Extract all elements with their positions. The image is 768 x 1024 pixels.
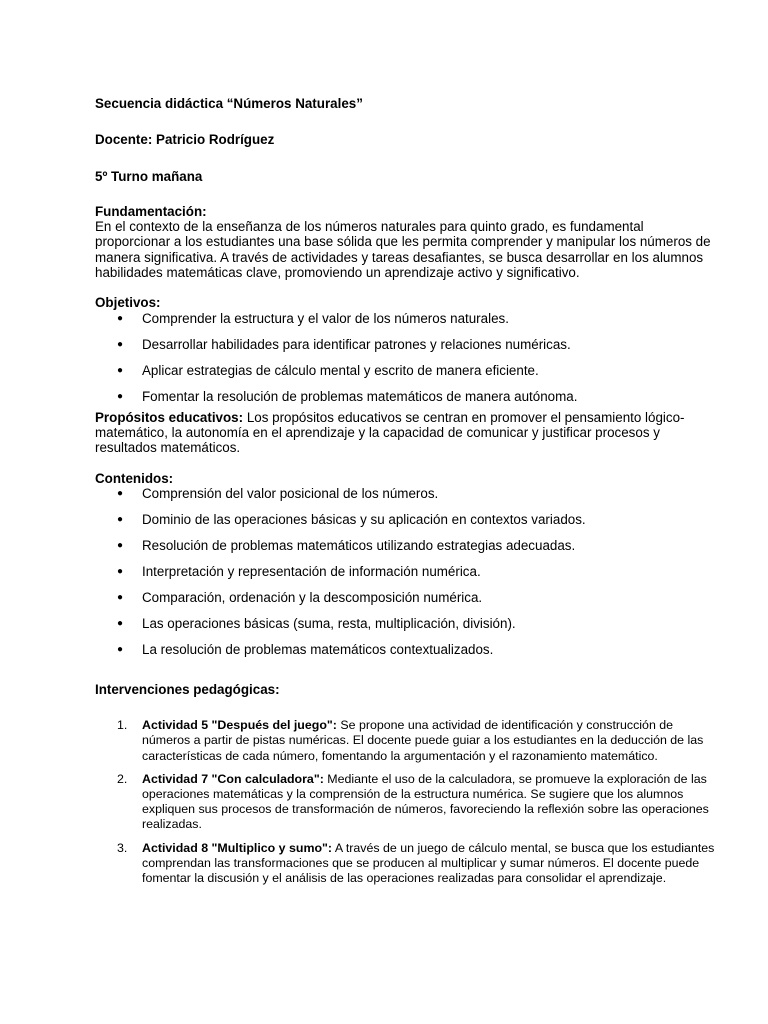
objetivos-section bbox=[95, 295, 717, 414]
list-item: ● Aplicar estrategias de cálculo mental y escrito de manera eficiente. bbox=[117, 362, 539, 378]
objetivos-title: Objetivos: bbox=[95, 295, 161, 311]
contenidos-list bbox=[95, 486, 717, 668]
bullet-icon: ● bbox=[117, 617, 124, 629]
document-page bbox=[95, 96, 717, 894]
bullet-icon: ● bbox=[117, 513, 124, 525]
activity-title: Actividad 8 "Multiplico y sumo": bbox=[142, 840, 333, 855]
propositos-title: Propósitos educativos: bbox=[95, 409, 244, 425]
activity-text: Se propone una actividad de identificación y construcción de números a partir de pistas numéricas. El docente puede guiar a los estudiantes en la deducción de las características de cada número, fomentando la argumentación y el razonamiento matemático. bbox=[142, 718, 704, 763]
bullet-icon: ● bbox=[117, 643, 124, 655]
activity-title: Actividad 5 "Después del juego": bbox=[142, 718, 337, 733]
list-item: ● Comprensión del valor posicional de los números. bbox=[117, 485, 439, 501]
list-item: ● Dominio de las operaciones básicas y su aplicación en contextos variados. bbox=[117, 511, 586, 527]
list-item: ● Resolución de problemas matemáticos utilizando estrategias adecuadas. bbox=[117, 537, 576, 553]
list-item: ● Interpretación y representación de información numérica. bbox=[117, 563, 481, 579]
objetivos-list bbox=[95, 311, 717, 415]
bullet-icon: ● bbox=[117, 364, 124, 376]
list-item: ● La resolución de problemas matemáticos contextualizados. bbox=[117, 641, 494, 657]
item-number: 1. bbox=[117, 718, 128, 733]
bullet-icon: ● bbox=[117, 338, 124, 350]
activity-text: Mediante el uso de la calculadora, se promueve la exploración de las operaciones matemáticas y la comprensión de la estructura numérica. Se sugiere que los alumnos expliquen sus procesos de transformación de números, favoreciendo la reflexión sobre las operaciones realizadas. bbox=[142, 771, 709, 832]
list-item: ● Desarrollar habilidades para identificar patrones y relaciones numéricas. bbox=[117, 336, 571, 352]
bullet-icon: ● bbox=[117, 390, 124, 402]
activity-text: A través de un juego de cálculo mental, se busca que los estudiantes comprendan las transformaciones que se producen al multiplicar y sumar números. El docente puede fomentar la discusión y el análisis de las operaciones realizadas para consolidar el aprendizaje. bbox=[142, 840, 715, 885]
contenidos-section bbox=[95, 471, 717, 668]
fundamentacion-title: Fundamentación: bbox=[95, 203, 207, 219]
list-item bbox=[95, 772, 717, 833]
list-item: ● Comparación, ordenación y la descomposición numérica. bbox=[117, 589, 483, 605]
list-item bbox=[95, 718, 717, 764]
fundamentacion-section bbox=[95, 204, 717, 280]
bullet-icon: ● bbox=[117, 565, 124, 577]
list-item: ● Fomentar la resolución de problemas matemáticos de manera autónoma. bbox=[117, 388, 578, 404]
list-item bbox=[95, 841, 717, 887]
propositos-text: Los propósitos educativos se centran en promover el pensamiento lógico-matemático, la autonomía en el aprendizaje y la capacidad de comunicar y justificar procesos y resultados matemáticos. bbox=[95, 409, 685, 456]
docente-line: Docente: Patricio Rodríguez bbox=[95, 132, 275, 148]
bullet-icon: ● bbox=[117, 487, 124, 499]
item-number: 2. bbox=[117, 771, 128, 786]
intervenciones-title: Intervenciones pedagógicas: bbox=[95, 681, 280, 697]
activity-title: Actividad 7 "Con calculadora": bbox=[142, 771, 324, 786]
list-item: ● Las operaciones básicas (suma, resta, multiplicación, división). bbox=[117, 615, 516, 631]
bullet-icon: ● bbox=[117, 591, 124, 603]
propositos-section bbox=[95, 410, 717, 456]
bullet-icon: ● bbox=[117, 312, 124, 324]
turno-line: 5º Turno mañana bbox=[95, 168, 203, 184]
contenidos-title: Contenidos: bbox=[95, 470, 174, 486]
list-item: ● Comprender la estructura y el valor de los números naturales. bbox=[117, 310, 509, 326]
fundamentacion-text: En el contexto de la enseñanza de los números naturales para quinto grado, es fundamental proporcionar a los estudiantes una base sólida que les permita comprender y manipular los números de manera significativa. A través de actividades y tareas desafiantes, se busca desarrollar en los alumnos habilidades matemáticas clave, promoviendo un aprendizaje activo y significativo. bbox=[95, 219, 711, 281]
bullet-icon: ● bbox=[117, 539, 124, 551]
intervenciones-list bbox=[95, 718, 717, 886]
document-title: Secuencia didáctica “Números Naturales” bbox=[95, 96, 363, 111]
item-number: 3. bbox=[117, 840, 128, 855]
